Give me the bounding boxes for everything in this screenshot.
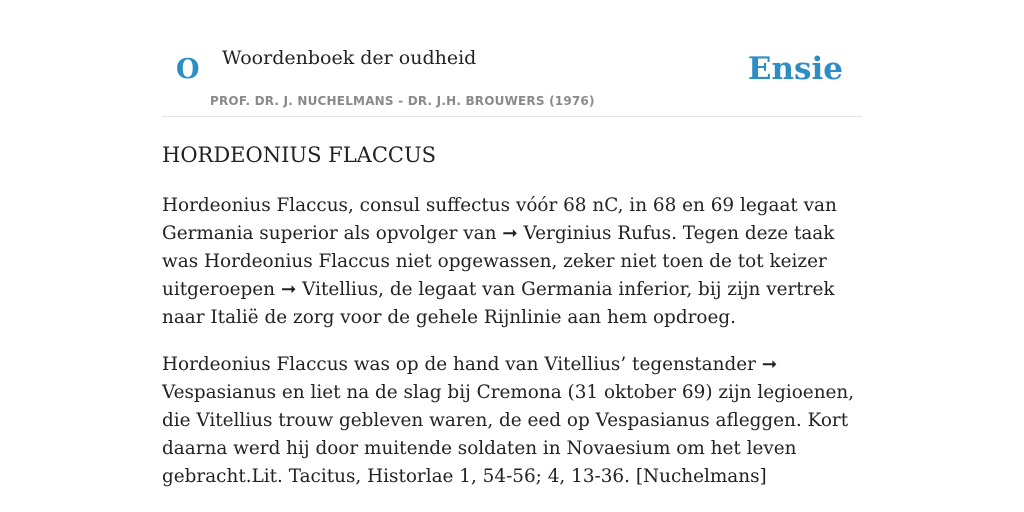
dictionary-title[interactable]: Woordenboek der oudheid <box>222 47 477 69</box>
dictionary-authors: PROF. DR. J. NUCHELMANS - DR. J.H. BROUWERS (1976) <box>210 94 595 108</box>
paragraph-text: Verginius Rufus. Tegen deze taak was Hordeonius Flaccus niet opgewassen, zeker niet toen de tot keizer uitgeroepen <box>162 223 835 300</box>
entry-paragraph-1 <box>162 192 862 332</box>
dictionary-header <box>162 0 862 117</box>
paragraph-text: Hordeonius Flaccus, consul suffectus vóór 68 nC, in 68 en 69 legaat van Germania superior als opvolger van <box>162 195 837 244</box>
entry-title: HORDEONIUS FLACCUS <box>162 143 437 167</box>
paragraph-text: Vitellius, de legaat van Germania inferior, bij zijn vertrek naar Italië de zorg voor de gehele Rijnlinie aan hem opdroeg. <box>162 279 835 328</box>
letter-index[interactable]: O <box>176 54 200 85</box>
ensie-logo[interactable]: Ensie <box>747 51 843 87</box>
paragraph-text: Hordeonius Flaccus was op de hand van Vitellius’ tegenstander <box>162 354 762 375</box>
paragraph-text: Vespasianus en liet na de slag bij Cremona (31 oktober 69) zijn legioenen, die Vitellius trouw gebleven waren, de eed op Vespasianus afleggen. Kort daarna werd hij door muitende soldaten in Novaesium om het leven gebracht.Lit. Tacitus, Historlae 1, 54-56; 4, 13-36. [Nuchelmans] <box>162 382 855 487</box>
arrow-link-icon[interactable]: ➞ <box>280 279 297 300</box>
arrow-link-icon[interactable]: ➞ <box>761 354 778 375</box>
entry-paragraph-2 <box>162 351 862 491</box>
page-container <box>162 0 862 487</box>
arrow-link-icon[interactable]: ➞ <box>502 223 518 244</box>
